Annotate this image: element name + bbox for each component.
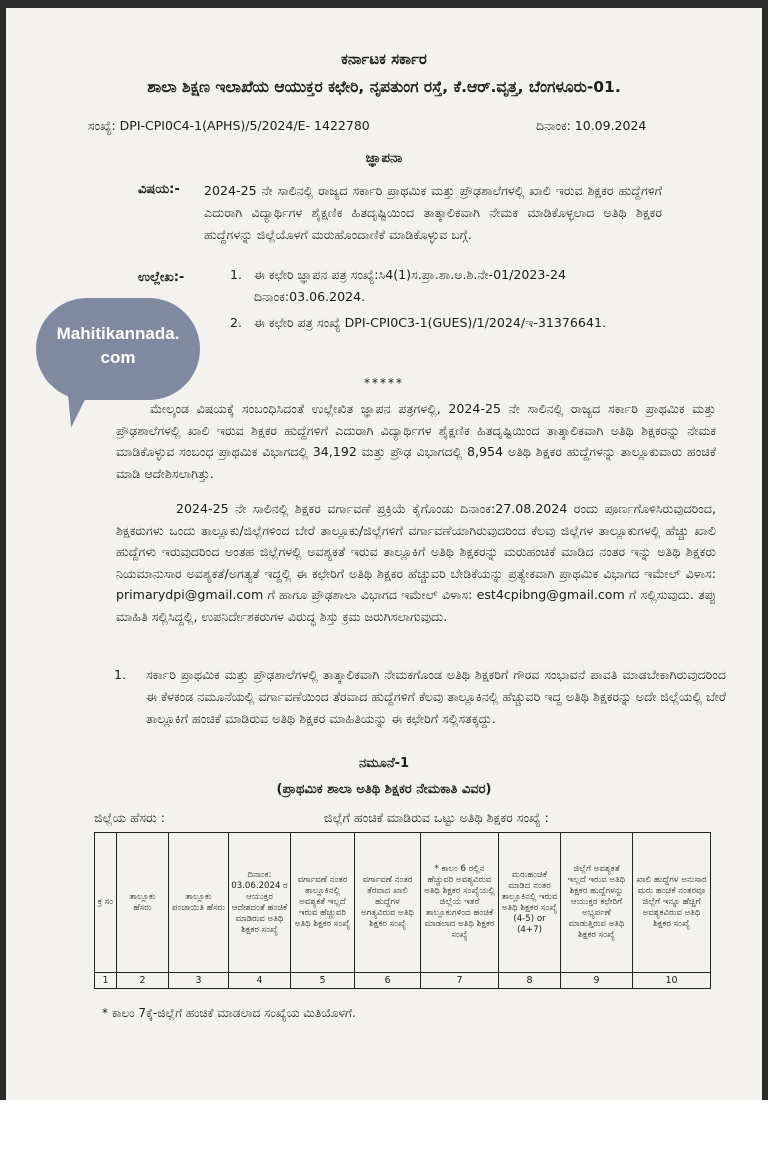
form-table (94, 832, 711, 989)
table-header-cell: ತಾಲ್ಲೂಕು ಹೆಸರು (117, 833, 169, 973)
table-header-cell: ಜಿಲ್ಲೆಗೆ ಅವಶ್ಯಕತೆ ಇಲ್ಲದೆ ಇರುವ ಅತಿಥಿ ಶಿಕ್ಷಕರ ಹುದ್ದೆಗಳನ್ನು ಆಯುಕ್ತರ ಕಛೇರಿಗೆ ಅಭ್ಯರ್ಪಣೆ ಮಾಡುತ್ತಿರುವ ಅತಿಥಿ ಶಿಕ್ಷಕರ ಸಂಖ್ಯೆ (561, 833, 633, 973)
table-header-cell: * ಕಾಲಂ 6 ರಲ್ಲಿನ ಹೆಚ್ಚುವರಿ ಅವಶ್ಯವಿರುವ ಅತಿಥಿ ಶಿಕ್ಷಕರ ಸಂಖ್ಯೆಯಲ್ಲಿ ಜಿಲ್ಲೆಯ ಇತರೆ ತಾಲ್ಲೂಕುಗಳಿಂದ ಹಂಚಿಕೆ ಮಾಡಲಾದ ಅತಿಥಿ ಶಿಕ್ಷಕರ ಸಂಖ್ಯೆ (421, 833, 499, 973)
watermark-line-2: com (100, 348, 136, 367)
point-text: ಸರ್ಕಾರಿ ಪ್ರಾಥಮಿಕ ಮತ್ತು ಪ್ರೌಢಶಾಲೆಗಳಲ್ಲಿ ತಾತ್ಕಾಲಿಕವಾಗಿ ನೇಮಕಗೊಂಡ ಅತಿಥಿ ಶಿಕ್ಷಕರಿಗೆ ಗೌರವ ಸಂಭಾವನೆ ಪಾವತಿ ಮಾಡಬೇಕಾಗಿರುವುದರಿಂದ ಈ ಕೆಳಕಂಡ ನಮೂನೆಯಲ್ಲಿ ವರ್ಗಾವಣೆಯಿಂದ ತೆರವಾದ ಹುದ್ದೆಗಳಿಗೆ ಕೆಲವು ತಾಲ್ಲೂಕಿನಲ್ಲಿ ಹೆಚ್ಚುವರಿ ಇದ್ದ ಅತಿಥಿ ಶಿಕ್ಷಕರನ್ನು ಅದೇ ಜಿಲ್ಲೆಯಲ್ಲಿ ಬೇರೆ ತಾಲ್ಲೂಕಿಗೆ ಹಂಚಿಕೆ ಮಾಡಿರುವ ಅತಿಥಿ ಶಿಕ್ಷಕರ ಮಾಹಿತಿಯನ್ನು ಈ ಕಛೇರಿಗೆ ಸಲ್ಲಿಸತಕ್ಕದ್ದು. (146, 667, 726, 726)
reference-number-2: 2. (230, 315, 243, 330)
watermark-text (36, 322, 200, 370)
point-number: 1. (114, 667, 127, 682)
column-number-cell: 7 (421, 973, 499, 989)
office-heading: ಶಾಲಾ ಶಿಕ್ಷಣ ಇಲಾಖೆಯ ಆಯುಕ್ತರ ಕಛೇರಿ, ನೃಪತುಂಗ ರಸ್ತೆ, ಕೆ.ಆರ್.ವೃತ್ತ, ಬೆಂಗಳೂರು-01. (147, 78, 621, 96)
table-header-row (95, 833, 711, 973)
table-column-number-row (95, 973, 711, 989)
column-number-cell: 4 (229, 973, 291, 989)
column-number-cell: 6 (355, 973, 421, 989)
watermark-line-1: Mahitikannada. (56, 324, 180, 343)
reference-text-1: ಈ ಕಛೇರಿ ಜ್ಞಾಪನ ಪತ್ರ ಸಂಖ್ಯೆ:ಸಿ4(1)ಸ.ಪ್ರಾ.ಶಾ.ಅ.ಶಿ.ನೇ-01/2023-24 ದಿನಾಂಕ:03.06.2024. (254, 267, 566, 304)
bottom-margin (0, 1100, 768, 1152)
column-number-cell: 5 (291, 973, 355, 989)
references-label: ಉಲ್ಲೇಖ:- (138, 270, 185, 285)
notice-heading: ಜ್ಞಾಪನಾ (365, 150, 403, 166)
column-number-cell: 10 (633, 973, 711, 989)
document-date: ದಿನಾಂಕ: 10.09.2024 (536, 118, 647, 133)
form-subtitle: (ಪ್ರಾಥಮಿಕ ಶಾಲಾ ಅತಿಥಿ ಶಿಕ್ಷಕರ ನೇಮಕಾತಿ ವಿವರ) (276, 782, 492, 797)
subject-label: ವಿಷಯ:- (138, 182, 180, 197)
column-number-cell: 1 (95, 973, 117, 989)
reference-text-2: ಈ ಕಛೇರಿ ಪತ್ರ ಸಂಖ್ಯೆ DPI-CPI0C3-1(GUES)/1/2024/ಇ-31376641. (254, 315, 606, 330)
separator-stars: ***** (364, 376, 404, 390)
reference-number-1: 1. (230, 267, 243, 282)
column-number-cell: 2 (117, 973, 169, 989)
reference-item (230, 312, 674, 334)
body-paragraph-1: ಮೇಲ್ಕಂಡ ವಿಷಯಕ್ಕೆ ಸಂಬಂಧಿಸಿದಂತೆ ಉಲ್ಲೇಖಿತ ಜ್ಞಾಪನ ಪತ್ರಗಳಲ್ಲಿ, 2024-25 ನೇ ಸಾಲಿನಲ್ಲಿ ರಾಜ್ಯದ ಸರ್ಕಾರಿ ಪ್ರಾಥಮಿಕ ಮತ್ತು ಪ್ರೌಢಶಾಲೆಗಳಲ್ಲಿ ಖಾಲಿ ಇರುವ ಶಿಕ್ಷಕರ ಹುದ್ದೆಗಳಿಗೆ ಎದುರಾಗಿ ವಿದ್ಯಾರ್ಥಿಗಳ ಶೈಕ್ಷಣಿಕ ಹಿತದೃಷ್ಟಿಯಿಂದ ತಾತ್ಕಾಲಿಕವಾಗಿ ಅತಿಥಿ ಶಿಕ್ಷಕರನ್ನು ನೇಮಕ ಮಾಡಿಕೊಳ್ಳುವ ಸಂಬಂಧ ಪ್ರಾಥಮಿಕ ವಿಭಾಗದಲ್ಲಿ 34,192 ಮತ್ತು ಪ್ರೌಢ ವಿಭಾಗದಲ್ಲಿ 8,954 ಅತಿಥಿ ಶಿಕ್ಷಕರ ಹುದ್ದೆಗಳನ್ನು ತಾಲ್ಲೂಕುವಾರು ಹಂಚಿಕೆ ಮಾಡಿ ಆದೇಶಿಸಲಾಗಿತ್ತು. (116, 401, 716, 481)
total-allocation-label: ಜಿಲ್ಲೆಗೆ ಹಂಚಿಕೆ ಮಾಡಿರುವ ಒಟ್ಟು ಅತಿಥಿ ಶಿಕ್ಷಕರ ಸಂಖ್ಯೆ : (324, 810, 549, 825)
instruction-point-1 (114, 664, 726, 730)
reference-number: ಸಂಖ್ಯೆ: DPI-CPI0C4-1(APHS)/5/2024/E- 1422780 (88, 118, 370, 133)
references-list (230, 264, 674, 334)
column-number-cell: 8 (499, 973, 561, 989)
form-title: ನಮೂನೆ-1 (358, 756, 410, 771)
column-number-cell: 9 (561, 973, 633, 989)
table-header-cell: ವರ್ಗಾವಣೆ ನಂತರ ತೆರವಾದ ಖಾಲಿ ಹುದ್ದೆಗಳ ಅಗತ್ಯವಿರುವ ಅತಿಥಿ ಶಿಕ್ಷಕರ ಸಂಖ್ಯೆ (355, 833, 421, 973)
table-header-cell: ವರ್ಗಾವಣೆ ನಂತರ ತಾಲ್ಲೂಕಿನಲ್ಲಿ ಅವಶ್ಯಕತೆ ಇಲ್ಲದೆ ಇರುವ ಹೆಚ್ಚುವರಿ ಅತಿಥಿ ಶಿಕ್ಷಕರ ಸಂಖ್ಯೆ (291, 833, 355, 973)
government-heading: ಕರ್ನಾಟಕ ಸರ್ಕಾರ (341, 50, 427, 68)
column-number-cell: 3 (169, 973, 229, 989)
table-header-cell: ದಿನಾಂಕ: 03.06.2024 ರ ಆಯುಕ್ತರ ಆದೇಶದಂತೆ ಹಂಚಿಕೆ ಮಾಡಿರುವ ಅತಿಥಿ ಶಿಕ್ಷಕರ ಸಂಖ್ಯೆ (229, 833, 291, 973)
body-paragraph-2: 2024-25 ನೇ ಸಾಲಿನಲ್ಲಿ ಶಿಕ್ಷಕರ ವರ್ಗಾವಣೆ ಪ್ರಕ್ರಿಯೆ ಕೈಗೊಂಡು ದಿನಾಂಕ:27.08.2024 ರಂದು ಪೂರ್ಣಗೊಳಿಸಿರುವುದರಿಂದ, ಶಿಕ್ಷಕರುಗಳು ಒಂದು ತಾಲ್ಲೂಕು/ಜಿಲ್ಲೆಗಳಿಂದ ಬೇರೆ ತಾಲ್ಲೂಕು/ಜಿಲ್ಲೆಗಳಿಗೆ ವರ್ಗಾವಣೆಯಾಗಿರುವುದರಿಂದ ಕೆಲವು ಜಿಲ್ಲೆಗಳ ತಾಲ್ಲೂಕುಗಳಲ್ಲಿ ಹೆಚ್ಚು ಖಾಲಿ ಹುದ್ದೆಗಳು ಇರುವುದರಿಂದ ಅಂತಹ ಜಿಲ್ಲೆಗಳಲ್ಲಿ ಅವಶ್ಯಕತೆ ಇರುವ ತಾಲ್ಲೂಕಿಗೆ ಅತಿಥಿ ಶಿಕ್ಷಕರನ್ನು ಮರುಹಂಚಿಕೆ ಮಾಡಿದ ನಂತರ ಇನ್ನು ಅತಿಥಿ ಶಿಕ್ಷಕರು ನಿಯಮಾನುಸಾರ ಅವಶ್ಯಕತೆ/ಅಗತ್ಯತೆ ಇದ್ದಲ್ಲಿ ಈ ಕಛೇರಿಗೆ ಅತಿಥಿ ಶಿಕ್ಷಕರ ಹೆಚ್ಚುವರಿ ಬೇಡಿಕೆಯನ್ನು ಪ್ರತ್ಯೇಕವಾಗಿ ಪ್ರಾಥಮಿಕ ವಿಭಾಗದ ಇಮೇಲ್ ವಿಳಾಸ: primarydpi@gmail.com ಗೆ ಹಾಗೂ ಪ್ರೌಢಶಾಲಾ ವಿಭಾಗದ ಇಮೇಲ್ ವಿಳಾಸ: est4cpibng@gmail.com ಗೆ ಸಲ್ಲಿಸುವುದು. ತಪ್ಪು ಮಾಹಿತಿ ಸಲ್ಲಿಸಿದ್ದಲ್ಲಿ, ಉಪನಿರ್ದೇಶಕರುಗಳ ವಿರುದ್ಧ ಶಿಸ್ತು ಕ್ರಮ ಜರುಗಿಸಲಾಗುವುದು. (116, 501, 716, 624)
subject-text: 2024-25 ನೇ ಸಾಲಿನಲ್ಲಿ ರಾಜ್ಯದ ಸರ್ಕಾರಿ ಪ್ರಾಥಮಿಕ ಮತ್ತು ಪ್ರೌಢಶಾಲೆಗಳಲ್ಲಿ ಖಾಲಿ ಇರುವ ಶಿಕ್ಷಕರ ಹುದ್ದೆಗಳಿಗೆ ಎದುರಾಗಿ ವಿದ್ಯಾರ್ಥಿಗಳ ಶೈಕ್ಷಣಿಕ ಹಿತದೃಷ್ಟಿಯಿಂದ ತಾತ್ಕಾಲಿಕವಾಗಿ ನೇಮಕ ಮಾಡಿಕೊಳ್ಳಲಾದ ಅತಿಥಿ ಶಿಕ್ಷಕರ ಹುದ್ದೆಗಳನ್ನು ಜಿಲ್ಲೆಯೊಳಗೆ ಮರುಹೊಂದಾಣಿಕೆ ಮಾಡಿಕೊಳ್ಳುವ ಬಗ್ಗೆ. (204, 183, 662, 242)
table-header-cell: ಖಾಲಿ ಹುದ್ದೆಗಳ ಅನುಸಾರ ಮರು ಹಂಚಿಕೆ ನಂತರವೂ ಜಿಲ್ಲೆಗೆ ಇನ್ನೂ ಹೆಚ್ಚಿಗೆ ಅವಶ್ಯಕವಿರುವ ಅತಿಥಿ ಶಿಕ್ಷಕರ ಸಂಖ್ಯೆ (633, 833, 711, 973)
table-header-cell: ಕ್ರ ಸಂ (95, 833, 117, 973)
district-name-label: ಜಿಲ್ಲೆಯ ಹೆಸರು : (94, 810, 165, 825)
document-page (6, 8, 762, 1100)
table-header-cell: ತಾಲ್ಲೂಕು ಪಂಚಾಯಿತಿ ಹೆಸರು (169, 833, 229, 973)
watermark-bubble-tail (61, 385, 91, 430)
table-header-cell: ಮರುಹಂಚಿಕೆ ಮಾಡಿದ ನಂತರ ತಾಲ್ಲೂಕಿನಲ್ಲಿ ಇರುವ ಅತಿಥಿ ಶಿಕ್ಷಕರ ಸಂಖ್ಯೆ (4-5) or (4+7) (499, 833, 561, 973)
reference-item (230, 264, 674, 308)
table-footnote: * ಕಾಲಂ 7ಕ್ಕೆ-ಜಿಲ್ಲೆಗೆ ಹಂಚಿಕೆ ಮಾಡಲಾದ ಸಂಖ್ಯೆಯ ಮಿತಿಯೊಳಗೆ. (102, 1006, 356, 1020)
